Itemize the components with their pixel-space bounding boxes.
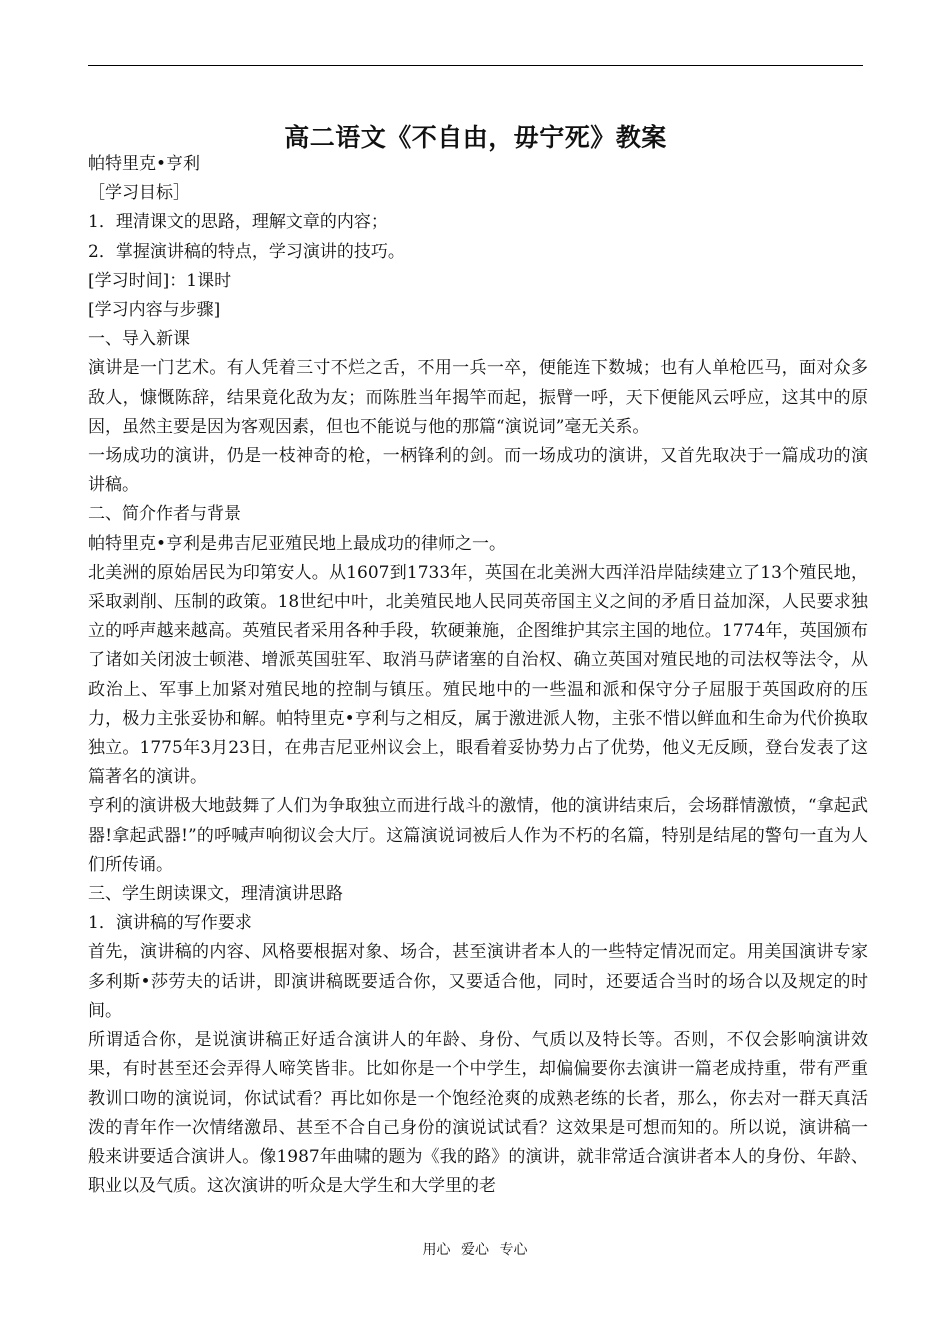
section-objectives-heading: ［学习目标］ (88, 183, 190, 204)
subheading-writing-requirements: 1．演讲稿的写作要求 (88, 913, 252, 934)
header-rule (88, 65, 863, 66)
heading-author-background: 二、简介作者与背景 (88, 504, 241, 525)
study-time-line: [学习时间]：1课时 (88, 270, 232, 291)
paragraph-author: 帕特里克•亨利是弗吉尼亚殖民地上最成功的律师之一。 (88, 533, 507, 554)
paragraph-speech-impact: 亨利的演讲极大地鼓舞了人们为争取独立而进行战斗的激情，他的演讲结束后，会场群情激愤，“拿起武器!拿起武器!”的呼喊声响彻议会大厅。这篇演说词被后人作为不朽的名篇，特别是结尾的警句一直为人们所传诵。 (88, 796, 868, 875)
author-line: 帕特里克•亨利 (88, 154, 201, 174)
document-body (88, 150, 868, 1201)
paragraph-requirements-2: 所谓适合你，是说演讲稿正好适合演讲人的年龄、身份、气质以及特长等。否则，不仅会影响演讲效果，有时甚至还会弄得人啼笑皆非。比如你是一个中学生，却偏偏要你去演讲一篇老成持重，带有严重教训口吻的演说词，你试试看？再比如你是一个饱经沧爽的成熟老练的长者，那么，你去对一群天真活泼的青年作一次情绪激昂、甚至不合自己身份的演说试试看？这效果是可想而知的。所以说，演讲稿一般来讲要适合演讲人。像1987年曲啸的题为《我的路》的演讲，就非常适合演讲者本人的身份、年龄、职业以及气质。这次演讲的听众是大学生和大学里的老 (88, 1030, 868, 1197)
objective-item-2: 2．掌握演讲稿的特点，学习演讲的技巧。 (88, 241, 405, 262)
paragraph-intro-1: 演讲是一门艺术。有人凭着三寸不烂之舌，不用一兵一卒，便能连下数城；也有人单枪匹马，面对众多敌人，慷慨陈辞，结果竟化敌为友；而陈胜当年揭竿而起，振臂一呼，天下便能风云呼应，这其中的原因，虽然主要是因为客观因素，但也不能说与他的那篇“演说词”毫无关系。 (88, 358, 868, 437)
document-title: 高二语文《不自由，毋宁死》教案 (284, 123, 667, 152)
heading-introduction: 一、导入新课 (88, 329, 190, 350)
paragraph-intro-2: 一场成功的演讲，仍是一枝神奇的枪，一柄锋利的剑。而一场成功的演讲，又首先取决于一篇成功的演讲稿。 (88, 446, 868, 496)
heading-reading: 三、学生朗读课文，理清演讲思路 (88, 884, 343, 905)
objective-item-1: 1．理清课文的思路，理解文章的内容； (88, 212, 388, 233)
paragraph-requirements-1: 首先，演讲稿的内容、风格要根据对象、场合，甚至演讲者本人的一些特定情况而定。用美国演讲专家多利斯•莎劳夫的话讲，即演讲稿既要适合你，又要适合他，同时，还要适合当时的场合以及规定的时间。 (88, 942, 868, 1021)
page-footer: 用心 爱心 专心 (422, 1242, 528, 1258)
section-steps-heading: [学习内容与步骤] (88, 300, 221, 321)
paragraph-background-history: 北美洲的原始居民为印第安人。从1607到1733年，英国在北美洲大西洋沿岸陆续建立了13个殖民地，采取剥削、压制的政策。18世纪中叶，北美殖民地人民同英帝国主义之间的矛盾日益加深，人民要求独立的呼声越来越高。英殖民者采用各种手段，软硬兼施，企图维护其宗主国的地位。1774年，英国颁布了诸如关闭波士顿港、增派英国驻军、取消马萨诸塞的自治权、确立英国对殖民地的司法权等法令，从政治上、军事上加紧对殖民地的控制与镇压。殖民地中的一些温和派和保守分子屈服于英国政府的压力，极力主张妥协和解。帕特里克•亨利与之相反，属于激进派人物，主张不惜以鲜血和生命为代价换取独立。1775年3月23日，在弗吉尼亚州议会上，眼看着妥协势力占了优势，他义无反顾，登台发表了这篇著名的演讲。 (88, 562, 868, 788)
